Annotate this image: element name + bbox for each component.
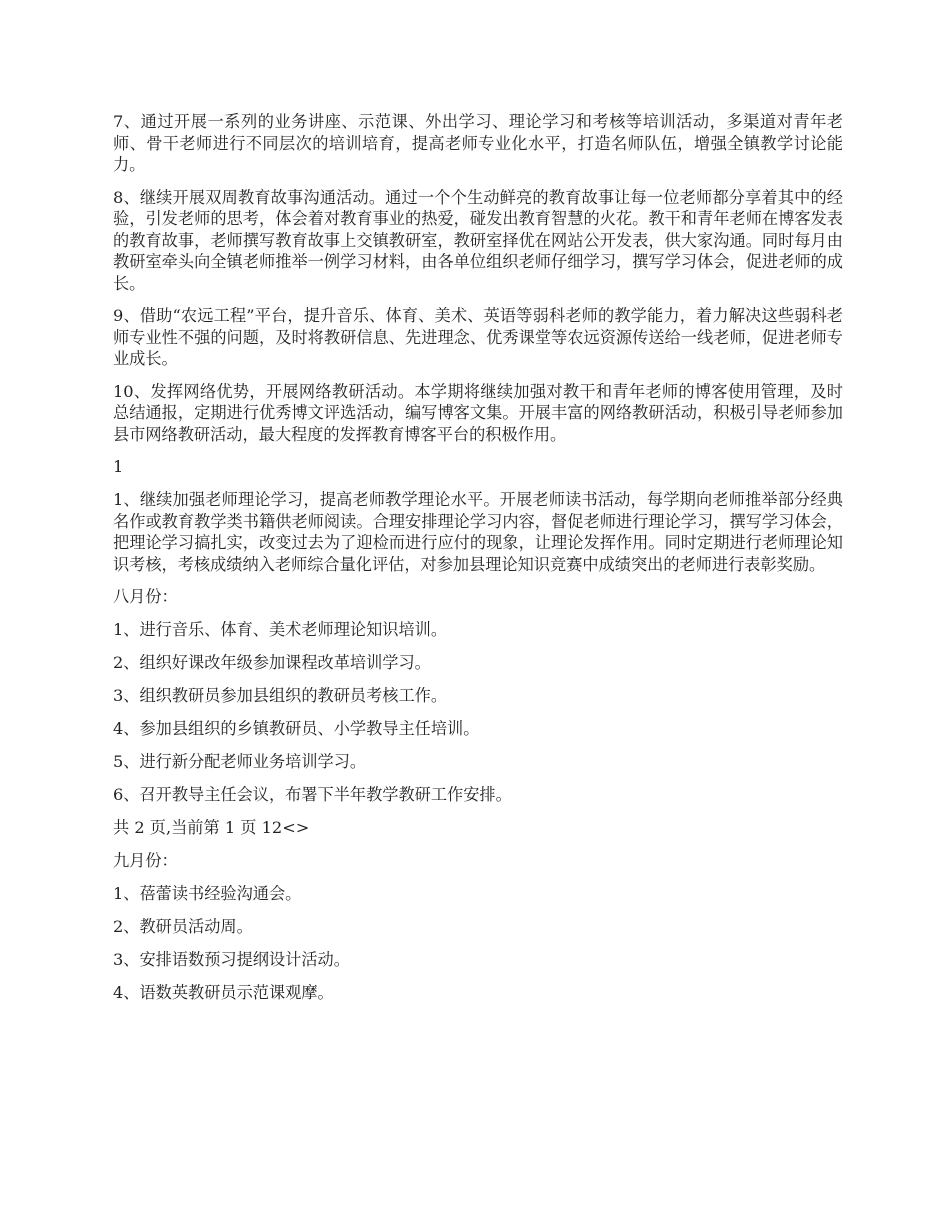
august-item-5: 5、进行新分配老师业务培训学习。 (113, 752, 367, 771)
september-item-4: 4、语数英教研员示范课观摩。 (113, 983, 334, 1002)
september-item-1: 1、蓓蕾读书经验沟通会。 (113, 884, 302, 903)
section-number: 1 (113, 457, 124, 476)
august-item-4: 4、参加县组织的乡镇教研员、小学教导主任培训。 (113, 719, 480, 738)
paragraph-item-7: 7、通过开展一系列的业务讲座、示范课、外出学习、理论学习和考核等培训活动，多渠道对青年老师、骨干老师进行不同层次的培训培育，提高老师专业化水平，打造名师队伍，增强全镇教学讨论能力。 (113, 112, 843, 174)
document-body (113, 111, 843, 1015)
september-item-2: 2、教研员活动周。 (113, 917, 253, 936)
august-item-1: 1、进行音乐、体育、美术老师理论知识培训。 (113, 620, 448, 639)
paragraph-theory-study: 1、继续加强老师理论学习，提高老师教学理论水平。开展老师读书活动，每学期向老师推举部分经典名作或教育教学类书籍供老师阅读。合理安排理论学习内容，督促老师进行理论学习，撰写学习体会，把理论学习搞扎实，改变过去为了迎检而进行应付的现象，让理论发挥作用。同时定期进行老师理论知识考核，考核成绩纳入老师综合量化评估，对参加县理论知识竞赛中成绩突出的老师进行表彰奖励。 (113, 490, 843, 574)
paragraph-item-8: 8、继续开展双周教育故事沟通活动。通过一个个生动鲜亮的教育故事让每一位老师都分享着其中的经验，引发老师的思考，体会着对教育事业的热爱，碰发出教育智慧的火花。教干和青年老师在博客发表的教育故事，老师撰写教育故事上交镇教研室，教研室择优在网站公开发表，供大家沟通。同时每月由教研室牵头向全镇老师推举一例学习材料，由各单位组织老师仔细学习，撰写学习体会，促进老师的成长。 (113, 187, 843, 293)
september-item-3: 3、安排语数预习提纲设计活动。 (113, 950, 350, 969)
august-item-6: 6、召开教导主任会议，布署下半年教学教研工作安排。 (113, 785, 512, 804)
month-heading-september: 九月份： (113, 851, 178, 870)
paragraph-item-10: 10、发挥网络优势，开展网络教研活动。本学期将继续加强对教干和青年老师的博客使用管理，及时总结通报，定期进行优秀博文评选活动，编写博客文集。开展丰富的网络教研活动，积极引导老师参加县市网络教研活动，最大程度的发挥教育博客平台的积极作用。 (113, 381, 843, 444)
paragraph-item-9: 9、借助“农远工程”平台，提升音乐、体育、美术、英语等弱科老师的教学能力，着力解决这些弱科老师专业性不强的问题，及时将教研信息、先进理念、优秀课堂等农远资源传送给一线老师，促进老师专业成长。 (113, 306, 843, 368)
august-item-2: 2、组织好课改年级参加课程改革培训学习。 (113, 653, 431, 672)
august-item-3: 3、组织教研员参加县组织的教研员考核工作。 (113, 686, 448, 705)
pagination-text: 共 2 页,当前第 1 页 12<> (113, 818, 310, 837)
month-heading-august: 八月份： (113, 587, 178, 606)
